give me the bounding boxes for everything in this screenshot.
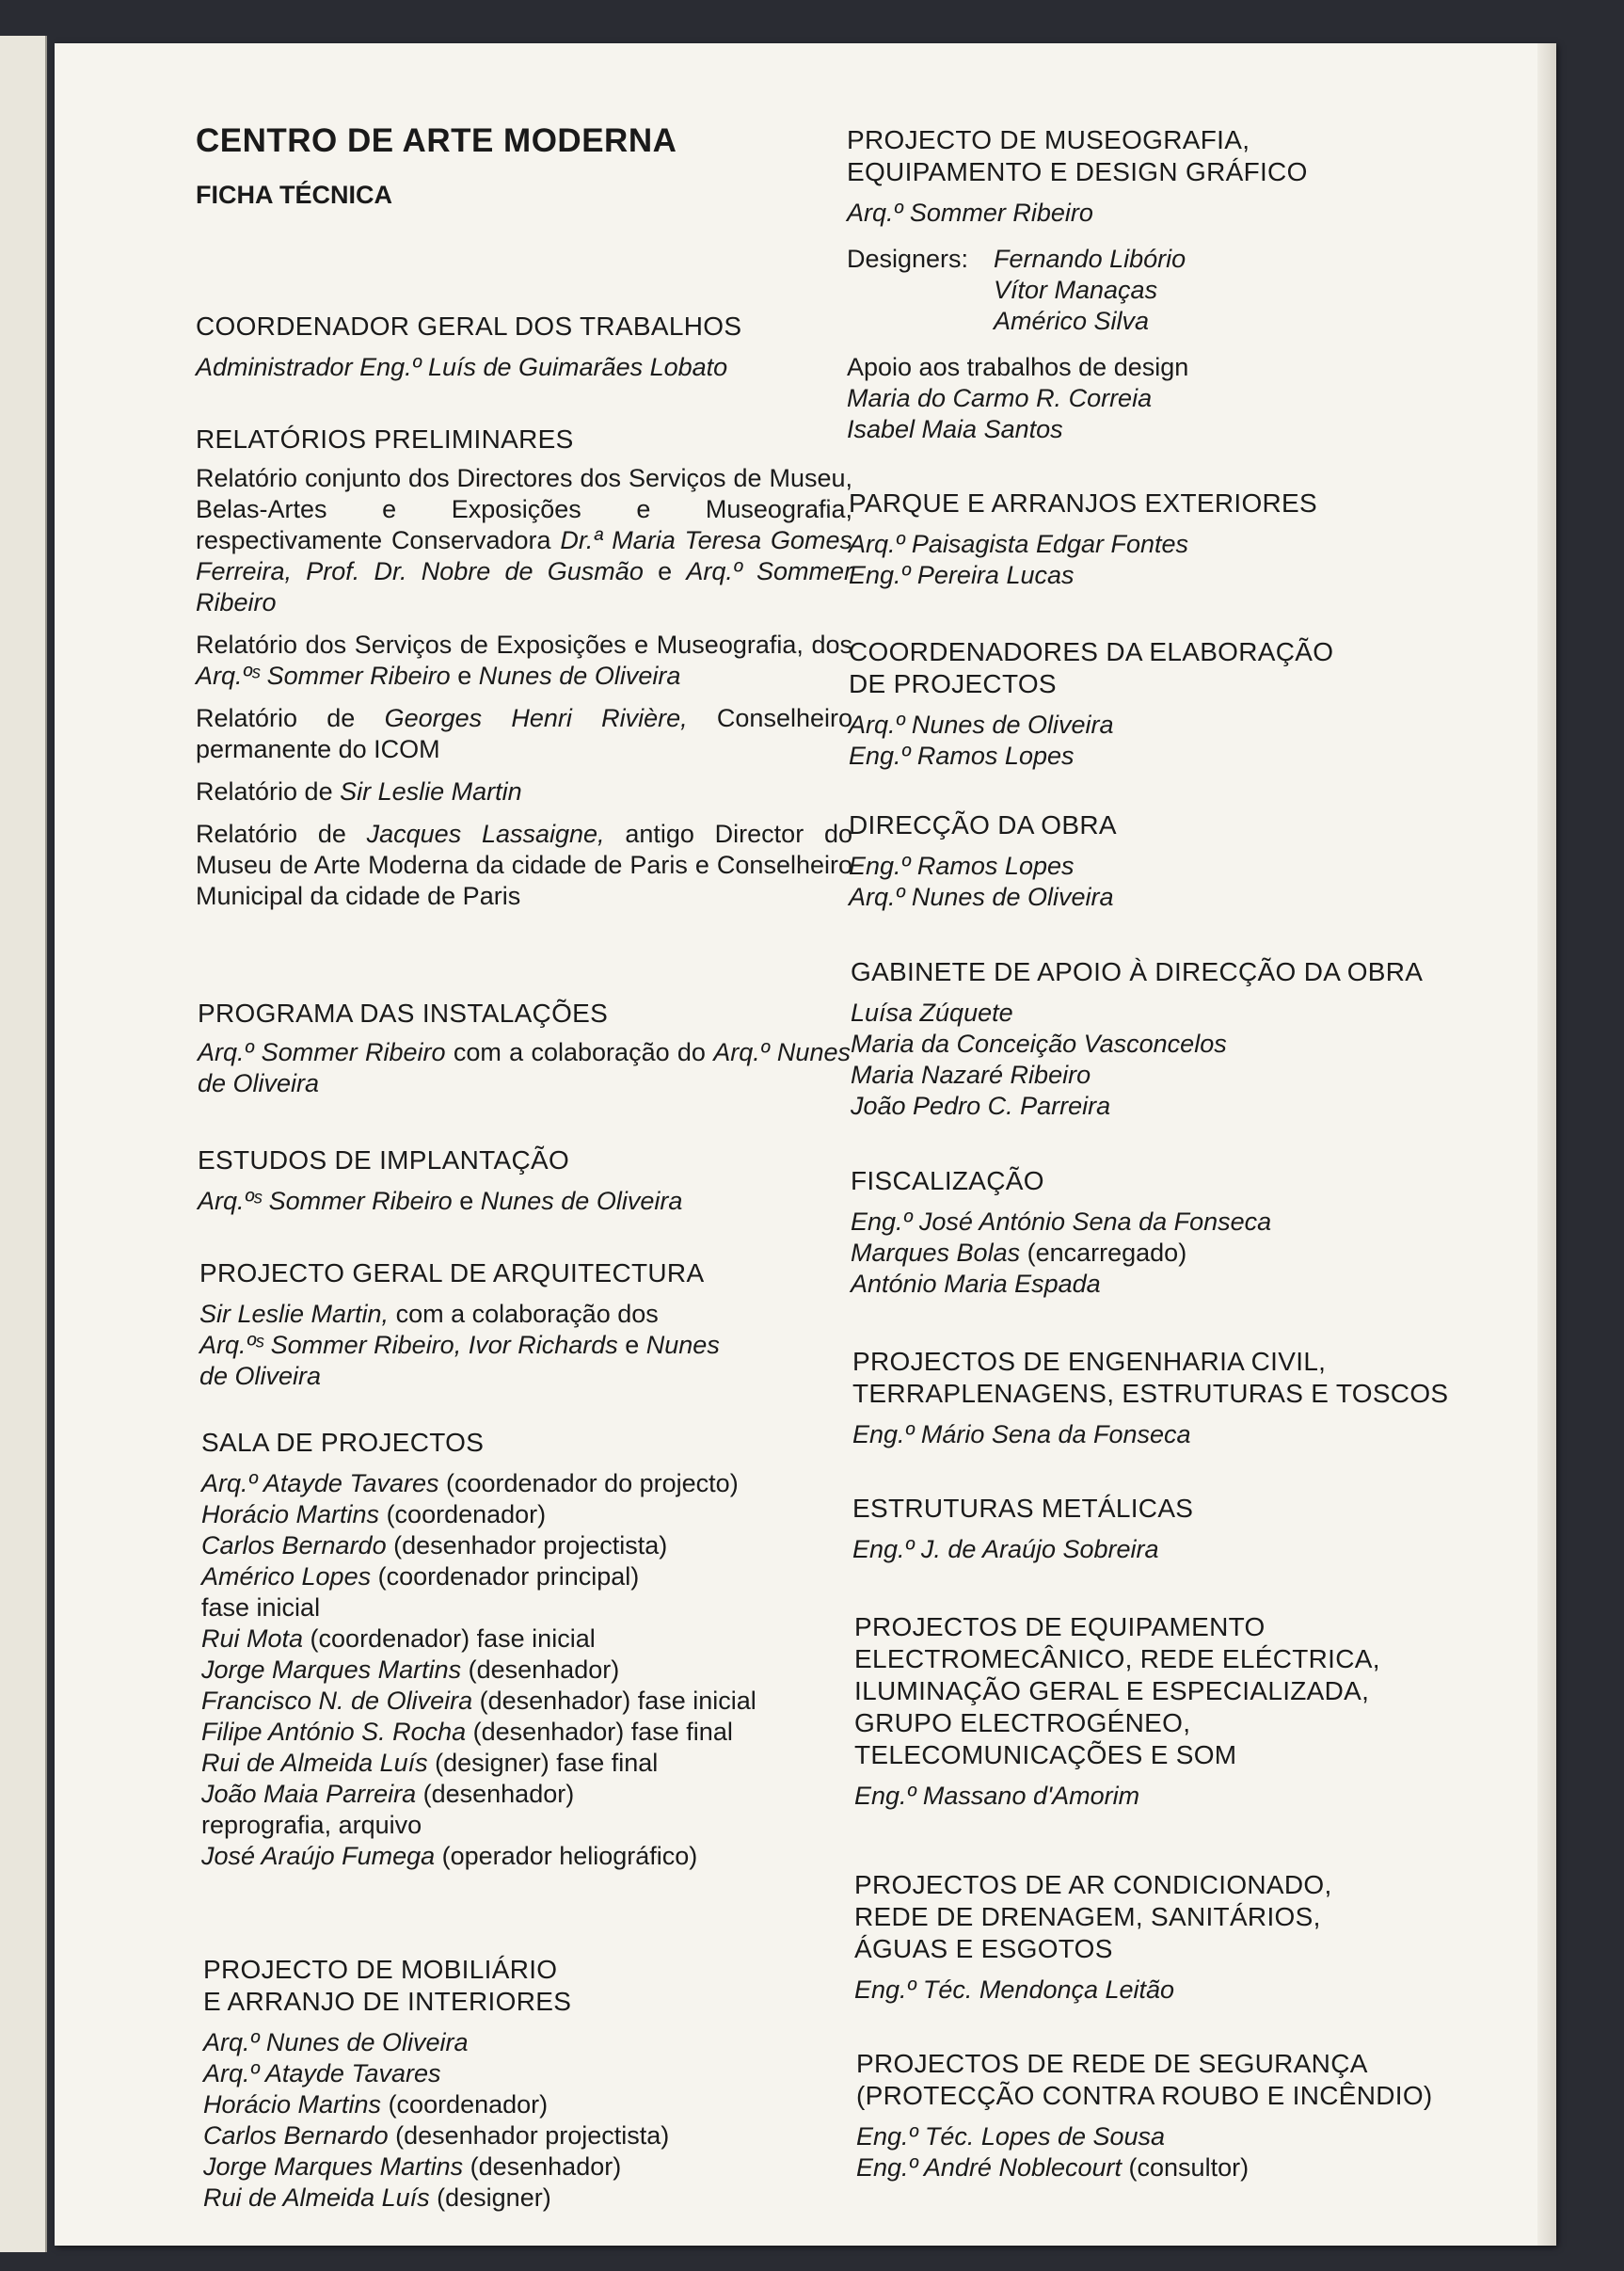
- page-title: CENTRO DE ARTE MODERNA: [196, 122, 677, 159]
- section-seguranca: [856, 2048, 1515, 2183]
- section-list: Eng.º José António Sena da Fonseca Marques Bolas (encarregado) António Maria Espada: [851, 1207, 1272, 1298]
- section-text: Eng.º J. de Araújo Sobreira: [852, 1535, 1159, 1563]
- section-heading: PROJECTO GERAL DE ARQUITECTURA: [199, 1258, 705, 1287]
- section-heading: TELECOMUNICAÇÕES E SOM: [854, 1740, 1237, 1769]
- section-relatorios: [196, 424, 852, 912]
- apoio-list: Apoio aos trabalhos de design Maria do Carmo R. Correia Isabel Maia Santos: [847, 353, 1189, 443]
- section-geral: [199, 1257, 726, 1392]
- section-heading: GRUPO ELECTROGÉNEO,: [854, 1708, 1191, 1737]
- section-text: Eng.º Téc. Mendonça Leitão: [854, 1975, 1175, 2004]
- section-heading: PROJECTOS DE REDE DE SEGURANÇA: [856, 2049, 1368, 2078]
- section-text: Eng.º Massano d'Amorim: [854, 1782, 1140, 1810]
- section-heading: ESTUDOS DE IMPLANTAÇÃO: [198, 1145, 570, 1175]
- section-heading: TERRAPLENAGENS, ESTRUTURAS E TOSCOS: [852, 1379, 1449, 1408]
- section-list: Arq.º Paisagista Edgar Fontes Eng.º Pereira Lucas: [849, 530, 1189, 589]
- page-edge-shadow: [1537, 43, 1556, 2246]
- section-list: Eng.º Téc. Lopes de Sousa Eng.º André Noblecourt (consultor): [856, 2122, 1250, 2182]
- section-mobiliario: [203, 1954, 862, 2214]
- designers-list: Designers: Fernando Libório Vítor Manaças Américo Silva: [847, 245, 1186, 335]
- section-heading: PROJECTO DE MUSEOGRAFIA,: [847, 125, 1250, 154]
- book-left-edge: [0, 36, 47, 2252]
- section-text: Arq.º Sommer Ribeiro com a colaboração do Arq.º Nunes de Oliveira: [198, 1038, 851, 1097]
- section-heading: (PROTECÇÃO CONTRA ROUBO E INCÊNDIO): [856, 2081, 1433, 2110]
- section-heading: PROGRAMA DAS INSTALAÇÕES: [198, 999, 609, 1028]
- section-heading: DIRECÇÃO DA OBRA: [849, 810, 1117, 840]
- paragraph: Relatório de Jacques Lassaigne, antigo Director do Museu de Arte Moderna da cidade de Paris e Conselheiro Municipal da cidade de Paris: [196, 820, 852, 910]
- section-list: Arq.º Nunes de Oliveira Arq.º Atayde Tavares Horácio Martins (coordenador) Carlos Bernardo (desenhador projectista) Jorge Marques Martins (desenhador) Rui de Almeida Luís (designer): [203, 2028, 670, 2212]
- section-text: Administrador Eng.º Luís de Guimarães Lobato: [196, 353, 728, 381]
- section-text: Arq.ºˢ Sommer Ribeiro e Nunes de Oliveira: [198, 1187, 683, 1215]
- section-text: Eng.º Mário Sena da Fonseca: [852, 1420, 1191, 1448]
- section-equipamento: [854, 1611, 1513, 1812]
- section-heading: ESTRUTURAS METÁLICAS: [852, 1494, 1194, 1523]
- section-coordenadores: [849, 636, 1489, 772]
- section-list: Arq.º Atayde Tavares (coordenador do projecto) Horácio Martins (coordenador) Carlos Bernardo (desenhador projectista) Américo Lopes (coordenador principal) fase inicial Rui Mota (coordenador) fase inicial Jorge Marques Martins (desenhador) Francisco N. de Oliveira (desenhador) fase inicial Filipe António S. Rocha (desenhador) fase final Rui de Almeida Luís (designer) fase final João Maia Parreira (desenhador) reprografia, arquivo José Araújo Fumega (operador heliográfico): [201, 1469, 756, 1870]
- section-direccao: [849, 809, 1489, 913]
- section-list: Eng.º Ramos Lopes Arq.º Nunes de Oliveira: [849, 852, 1114, 911]
- section-heading: PROJECTOS DE ENGENHARIA CIVIL,: [852, 1347, 1327, 1376]
- paragraph: Relatório de Sir Leslie Martin: [196, 777, 522, 806]
- section-sala: [201, 1427, 860, 1872]
- section-heading: COORDENADORES DA ELABORAÇÃO: [849, 637, 1334, 666]
- section-heading: EQUIPAMENTO E DESIGN GRÁFICO: [847, 157, 1308, 186]
- section-metalicas: [852, 1493, 1502, 1565]
- section-ar: [854, 1869, 1513, 2006]
- section-civil: [852, 1346, 1511, 1450]
- section-heading: PARQUE E ARRANJOS EXTERIORES: [849, 488, 1317, 518]
- section-museografia: [847, 124, 1487, 445]
- section-heading: GABINETE DE APOIO À DIRECÇÃO DA OBRA: [851, 957, 1424, 986]
- section-heading: ÁGUAS E ESGOTOS: [854, 1934, 1113, 1963]
- section-heading: SALA DE PROJECTOS: [201, 1428, 485, 1457]
- paragraph: Relatório conjunto dos Directores dos Serviços de Museu, Belas-Artes e Exposições e Museografia, respectivamente Conservadora Dr.ª Maria Teresa Gomes Ferreira, Prof. Dr. Nobre de Gusmão e Arq.º Sommer Ribeiro: [196, 464, 852, 616]
- section-heading: PROJECTO DE MOBILIÁRIO: [203, 1955, 558, 1984]
- section-coordenador: [196, 311, 854, 383]
- section-heading: FISCALIZAÇÃO: [851, 1166, 1044, 1195]
- section-heading: ILUMINAÇÃO GERAL E ESPECIALIZADA,: [854, 1676, 1370, 1705]
- section-estudos: [198, 1144, 856, 1217]
- section-programa: [198, 998, 851, 1099]
- section-heading: RELATÓRIOS PRELIMINARES: [196, 424, 574, 454]
- section-heading: DE PROJECTOS: [849, 669, 1057, 698]
- section-text: Arq.º Sommer Ribeiro: [847, 199, 1093, 227]
- section-heading: ELECTROMECÂNICO, REDE ELÉCTRICA,: [854, 1644, 1380, 1673]
- section-gabinete: [851, 956, 1500, 1122]
- section-fiscalizacao: [851, 1165, 1500, 1300]
- section-heading: PROJECTOS DE AR CONDICIONADO,: [854, 1870, 1332, 1899]
- document-page: [55, 43, 1556, 2246]
- paragraph: Relatório dos Serviços de Exposições e Museografia, dos Arq.ºˢ Sommer Ribeiro e Nunes de Oliveira: [196, 631, 852, 690]
- section-list: Luísa Zúquete Maria da Conceição Vasconcelos Maria Nazaré Ribeiro João Pedro C. Parreira: [851, 999, 1227, 1120]
- section-list: Arq.º Nunes de Oliveira Eng.º Ramos Lopes: [849, 711, 1114, 770]
- page-subtitle: FICHA TÉCNICA: [196, 181, 392, 209]
- section-parque: [849, 488, 1489, 591]
- section-text: Sir Leslie Martin, com a colaboração dos Arq.ºˢ Sommer Ribeiro, Ivor Richards e Nunes de Oliveira: [199, 1300, 720, 1390]
- section-heading: COORDENADOR GERAL DOS TRABALHOS: [196, 312, 742, 341]
- paragraph: Relatório de Georges Henri Rivière, Conselheiro permanente do ICOM: [196, 704, 852, 763]
- section-heading: REDE DE DRENAGEM, SANITÁRIOS,: [854, 1902, 1321, 1931]
- section-heading: PROJECTOS DE EQUIPAMENTO: [854, 1612, 1266, 1641]
- section-heading: E ARRANJO DE INTERIORES: [203, 1987, 572, 2016]
